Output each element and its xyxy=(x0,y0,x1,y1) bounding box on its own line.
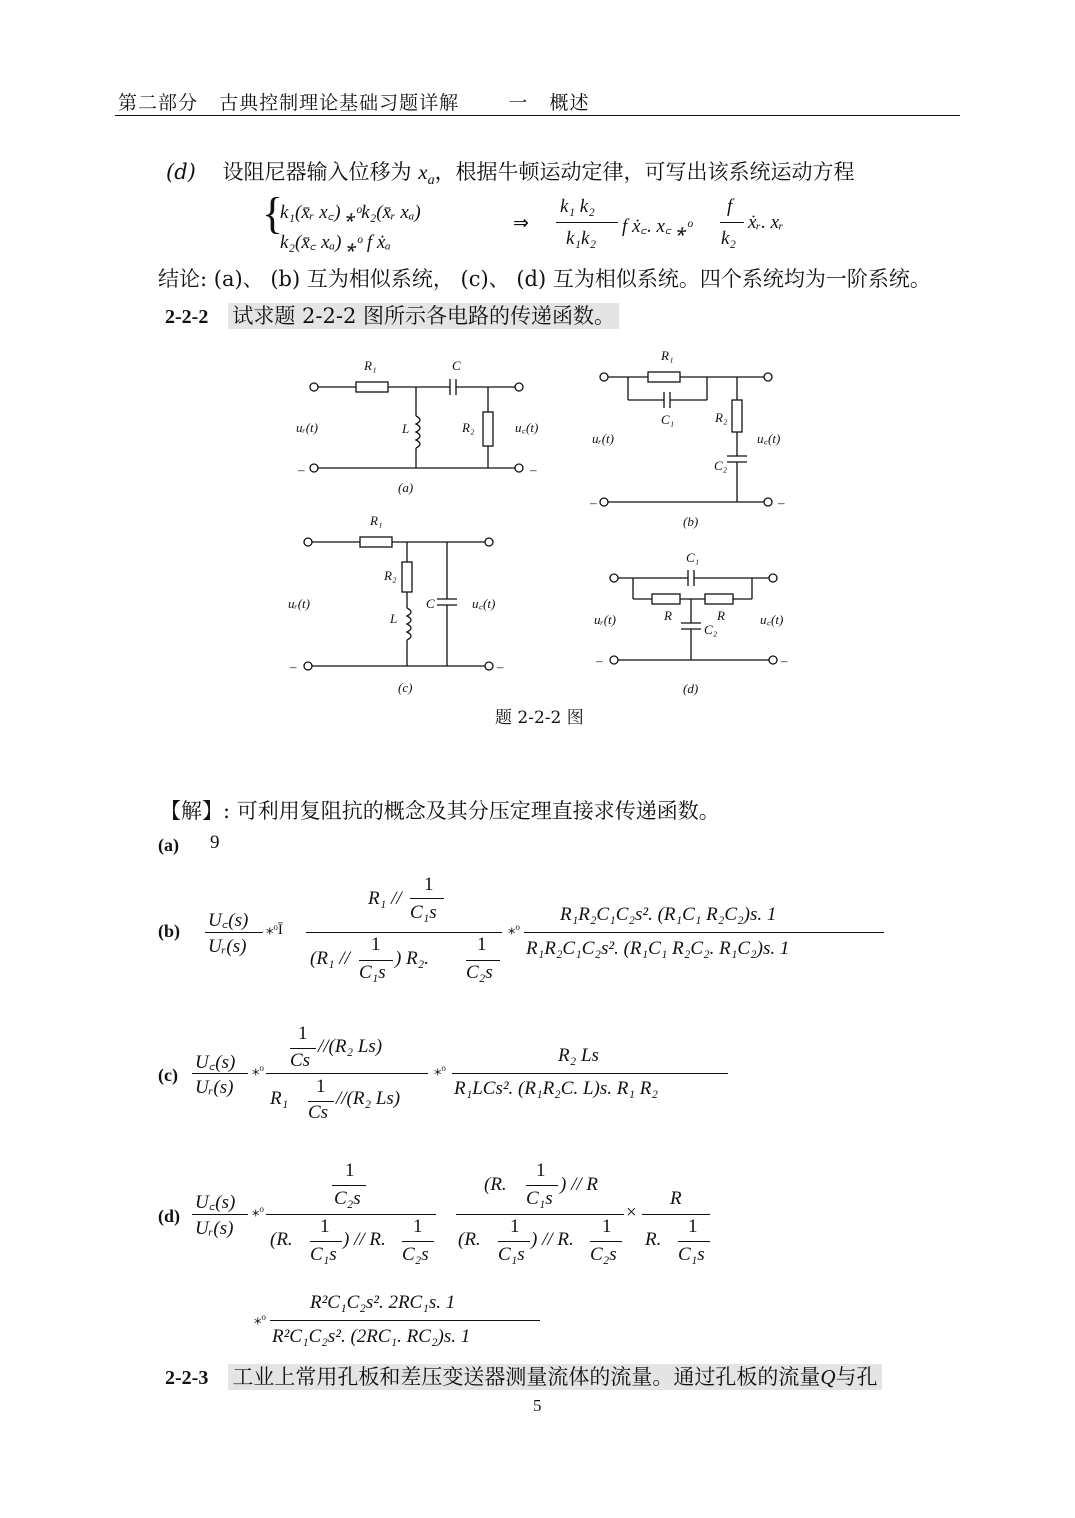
circuit-c xyxy=(304,537,496,670)
label-d-uc: u꜀(t) xyxy=(760,612,784,627)
d-rhs-num: f xyxy=(727,196,733,217)
b-num: R₁R₂C₁C₂s². (R₁C₁ R₂C₂)s. 1 xyxy=(560,904,777,925)
label-d-R-left: R xyxy=(664,608,672,623)
b-eq2: ⁎ᵒ xyxy=(508,922,520,938)
b-d1b-top: 1 xyxy=(477,934,487,955)
circuit-a xyxy=(310,379,523,472)
d-f2d-bar xyxy=(498,1241,530,1242)
d-f2-bar xyxy=(456,1214,624,1215)
d-lhs-num: k₁ k₂ xyxy=(560,196,595,217)
c-lhs-den: Uᵣ(s) xyxy=(195,1077,234,1098)
problem-text: 试求题 2-2-2 图所示各电路的传递函数。 xyxy=(228,303,619,329)
b-eq1: ⁎ᵒĪ xyxy=(266,922,283,938)
d-den: R²C₁C₂s². (2RC₁. RC₂)s. 1 xyxy=(272,1326,471,1347)
label-a-minus-left: – xyxy=(298,462,305,477)
c-result-bar xyxy=(452,1073,728,1074)
d-f3-bar xyxy=(642,1214,710,1215)
d-f2d-b: C₁s xyxy=(498,1244,525,1265)
d-eq2: ⁎ᵒ xyxy=(254,1312,266,1328)
d-tail: ẋᵣ. xᵣ xyxy=(748,212,784,233)
sol-a-label: (a) xyxy=(158,835,179,855)
caption-c: (c) xyxy=(398,680,413,695)
var-x-sub: a xyxy=(427,173,435,189)
b-d1-pre: (R₁ // xyxy=(310,948,350,969)
label-c-minus-left: – xyxy=(290,659,297,674)
implies-arrow: ⇒ xyxy=(513,213,529,234)
label-d-C1: C₁ xyxy=(686,550,700,565)
c-n-bar xyxy=(290,1048,316,1049)
problem-2-2-2 xyxy=(165,300,619,330)
sol-c-label: (c) xyxy=(158,1065,178,1085)
d-f3-t: 1 xyxy=(688,1216,698,1237)
solution-intro: 【解】: 可利用复阻抗的概念及其分压定理直接求传递函数。 xyxy=(160,799,720,823)
label-b-R2: R₂ xyxy=(715,410,728,425)
label-a-ur: uᵣ(t) xyxy=(296,420,318,435)
label-d-ur: uᵣ(t) xyxy=(594,612,616,627)
label-a-C: C xyxy=(452,358,461,373)
label-d-minus-right: – xyxy=(781,653,788,668)
d-f3-subbar xyxy=(678,1241,710,1242)
label-c-minus-right: – xyxy=(497,659,504,674)
b-d1b-bot: C₂s xyxy=(466,962,493,983)
d-f2d-pre: (R. xyxy=(458,1229,481,1250)
b-main-bar xyxy=(306,932,502,933)
d-f2d-mid: ) // R. xyxy=(531,1229,574,1250)
d-f1d-b2: C₂s xyxy=(402,1244,429,1265)
b-d1-top: 1 xyxy=(371,934,381,955)
d-num: R²C₁C₂s². 2RC₁s. 1 xyxy=(310,1292,456,1313)
c-eq1: ⁎ᵒ xyxy=(252,1063,264,1079)
d-f2d-bar2 xyxy=(590,1241,622,1242)
d-f2n-pre: (R. xyxy=(484,1174,507,1195)
d-lhs-bar xyxy=(192,1214,248,1215)
d-f1d-bar2 xyxy=(402,1241,434,1242)
c-num: R₂ Ls xyxy=(558,1045,599,1066)
label-b-R1: R₁ xyxy=(661,348,674,363)
d-f2d-t2: 1 xyxy=(602,1216,612,1237)
label-b-uc: u꜀(t) xyxy=(757,431,781,446)
b-d1b-bar xyxy=(466,960,500,961)
c-n-bot: Cs xyxy=(290,1050,311,1071)
d-intro-tail: ，根据牛顿运动定律，可写出该系统运动方程 xyxy=(434,160,855,184)
b-lhs-den: Uᵣ(s) xyxy=(208,936,247,957)
label-c-L: L xyxy=(390,611,398,626)
d-f1d-b: C₁s xyxy=(310,1244,337,1265)
d-lhs-den: k₁k₂ xyxy=(566,228,597,249)
sol-a-value: 9 xyxy=(210,832,220,853)
d-f1-bot: C₂s xyxy=(334,1188,361,1209)
d-f1-bar xyxy=(266,1214,436,1215)
d-rhs-bar xyxy=(720,222,744,223)
label-b-minus-left: – xyxy=(590,495,597,510)
c-eq2: ⁎ᵒ xyxy=(434,1063,446,1079)
figure-caption: 题 2-2-2 图 xyxy=(495,708,584,728)
d-f2n-post: ) // R xyxy=(560,1174,598,1195)
b-d1-post: ) R₂. xyxy=(395,948,430,969)
d-lhs-num: U꜀(s) xyxy=(195,1192,236,1213)
d-f3-top: R xyxy=(670,1188,682,1209)
label-a-L: L xyxy=(402,421,410,436)
circuit-figure xyxy=(0,340,1075,730)
b-n1-top: 1 xyxy=(424,874,434,895)
d-eq1: ⁎ᵒ xyxy=(252,1204,264,1220)
d-rhs-den: k₂ xyxy=(721,228,737,249)
d-lhs-bar xyxy=(556,222,618,223)
caption-d: (d) xyxy=(683,681,699,696)
problem-223-tail: 与孔 xyxy=(835,1365,878,1389)
d-f2d-b2: C₂s xyxy=(590,1244,617,1265)
b-n1-bot: C₁s xyxy=(410,902,437,923)
c-lhs-bar xyxy=(192,1073,248,1074)
c-main-bar xyxy=(266,1073,428,1074)
d-f2n-t: 1 xyxy=(536,1160,546,1181)
sol-d-label: (d) xyxy=(158,1206,180,1226)
d-f3-b: C₁s xyxy=(678,1244,705,1265)
label-b-ur: uᵣ(t) xyxy=(592,431,614,446)
d-intro-text: 设阻尼器输入位移为 xyxy=(222,160,412,184)
d-f2n-b: C₁s xyxy=(526,1188,553,1209)
label-a-uc: u꜀(t) xyxy=(515,420,539,435)
d-result-bar xyxy=(270,1320,540,1321)
circuit-b xyxy=(600,372,772,506)
b-result-bar xyxy=(524,932,884,933)
d-f2n-bar xyxy=(526,1185,558,1186)
label-c-R1: R₁ xyxy=(370,513,383,528)
label-d-C2: C₂ xyxy=(704,622,718,637)
b-n1-bar xyxy=(410,898,444,899)
label-c-ur: uᵣ(t) xyxy=(288,596,310,611)
c-d-post: //(R₂ Ls) xyxy=(336,1088,401,1109)
b-n1-pre: R₁ // xyxy=(368,888,402,909)
caption-b: (b) xyxy=(683,514,699,529)
c-den: R₁LCs². (R₁R₂C. L)s. R₁ R₂ xyxy=(454,1078,658,1099)
label-c-R2: R₂ xyxy=(384,568,397,583)
d-f1d-t2: 1 xyxy=(413,1216,423,1237)
d-eq-row2: k₂(x̄꜀ xₐ) ⁎ᵒ f ẋₐ xyxy=(280,232,391,253)
problem-2-2-3 xyxy=(165,1361,882,1391)
d-f2d-t: 1 xyxy=(510,1216,520,1237)
label-a-R1: R₁ xyxy=(364,358,377,373)
d-f1-top: 1 xyxy=(345,1160,355,1181)
d-f1d-pre: (R. xyxy=(270,1229,293,1250)
label-b-C2: C₂ xyxy=(714,458,728,473)
c-lhs-num: U꜀(s) xyxy=(195,1052,236,1073)
d-label: (d) xyxy=(166,160,196,184)
label-b-minus-right: – xyxy=(778,495,785,510)
label-d-minus-left: – xyxy=(596,653,603,668)
label-c-uc: u꜀(t) xyxy=(472,596,496,611)
d-f1d-bar xyxy=(310,1241,342,1242)
var-q: Q xyxy=(820,1365,836,1389)
problem-number: 2-2-2 xyxy=(165,306,209,328)
d-eq-row1: k₁(x̄ᵣ x꜀) ⁎ᵒk₂(x̄ᵣ xₐ) xyxy=(280,202,421,223)
caption-a: (a) xyxy=(398,480,414,495)
label-a-R2: R₂ xyxy=(462,420,475,435)
b-lhs-bar xyxy=(205,932,263,933)
d-f3-pre: R. xyxy=(645,1229,662,1250)
c-n-post: //(R₂ Ls) xyxy=(318,1036,383,1057)
c-d-pre: R₁ xyxy=(270,1088,289,1109)
sol-b-label: (b) xyxy=(158,921,180,941)
d-lhs-den: Uᵣ(s) xyxy=(195,1218,234,1239)
page-number: 5 xyxy=(533,1396,542,1415)
b-den: R₁R₂C₁C₂s². (R₁C₁ R₂C₂. R₁C₂)s. 1 xyxy=(526,938,790,959)
brace: { xyxy=(262,189,284,238)
running-header: 第二部分 古典控制理论基础习题详解 一 概述 xyxy=(118,92,590,114)
problem-number-223: 2-2-3 xyxy=(165,1367,209,1389)
header-rule xyxy=(115,115,960,116)
label-a-minus-right: – xyxy=(530,462,537,477)
b-lhs-num: U꜀(s) xyxy=(208,910,249,931)
conclusion: 结论: (a)、 (b) 互为相似系统， (c)、 (d) 互为相似系统。四个系统均为一阶系统。 xyxy=(158,267,931,291)
problem-223-text: 工业上常用孔板和差压变送器测量流体的流量。通过孔板的流量 xyxy=(232,1365,821,1389)
c-d-top: 1 xyxy=(316,1076,326,1097)
d-times: × xyxy=(626,1202,637,1223)
d-f1-topbar xyxy=(332,1185,366,1186)
c-d-bot: Cs xyxy=(308,1102,329,1123)
label-c-C: C xyxy=(426,596,435,611)
d-mid: f ẋ꜀. x꜀ ⁎ᵒ xyxy=(622,216,693,237)
label-d-R-right: R xyxy=(717,608,725,623)
d-f1d-mid: ) // R. xyxy=(343,1229,386,1250)
c-n-top: 1 xyxy=(298,1023,308,1044)
d-intro-line xyxy=(166,156,855,189)
d-f1d-t: 1 xyxy=(320,1216,330,1237)
circuit-d xyxy=(610,570,777,664)
b-d1-bot: C₁s xyxy=(359,962,386,983)
b-d1-bar xyxy=(359,960,393,961)
problem-text-223 xyxy=(228,1364,881,1390)
label-b-C1: C₁ xyxy=(661,412,675,427)
var-x: x xyxy=(418,160,428,184)
